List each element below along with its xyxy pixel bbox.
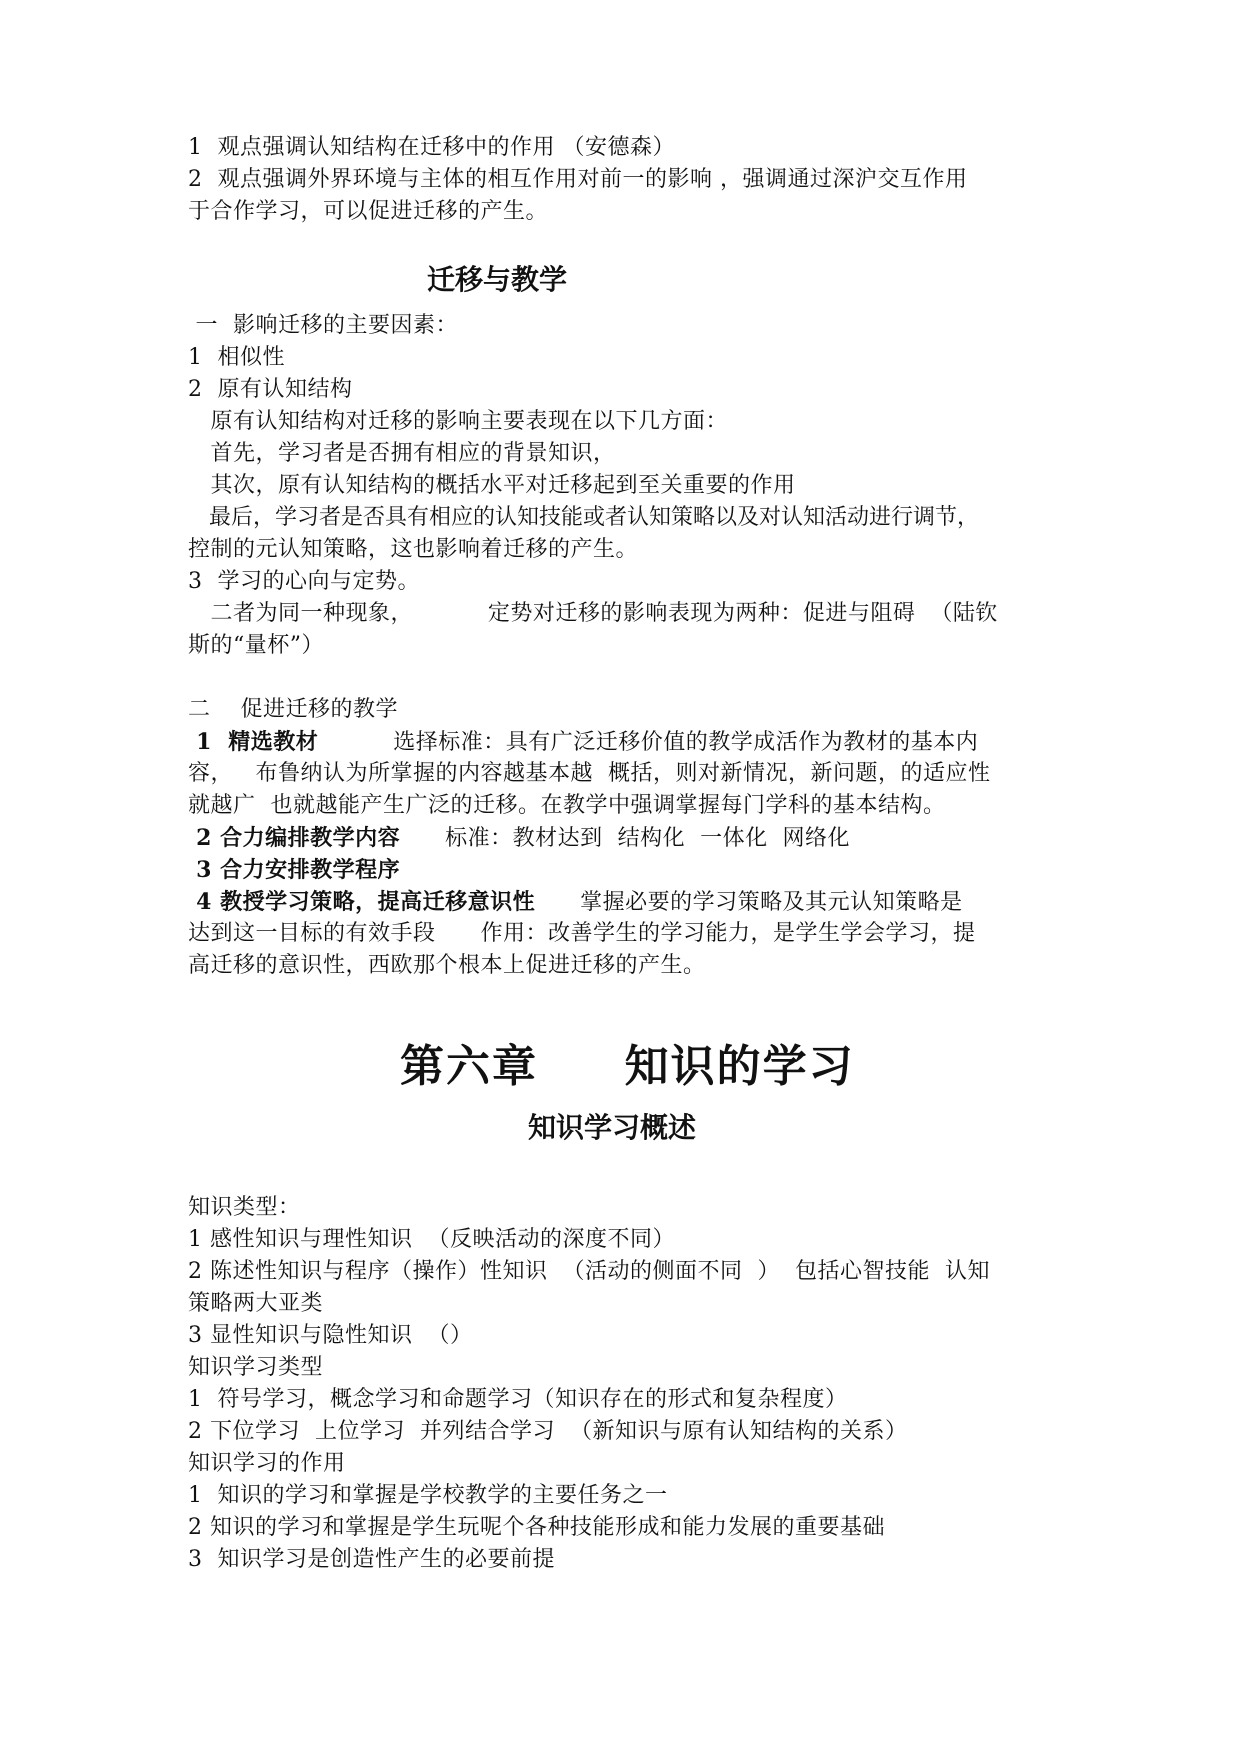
learning-role-3: 3 知识学习是创造性产生的必要前提 bbox=[188, 1547, 555, 1572]
knowledge-type-1: 1 感性知识与理性知识 （反映活动的深度不同） bbox=[188, 1227, 675, 1252]
knowledge-types-heading: 知识类型： bbox=[188, 1195, 301, 1220]
knowledge-type-3: 3 显性知识与隐性知识 （） bbox=[188, 1323, 473, 1348]
teaching-item-2-text: 标准：教材达到 结构化 一体化 网络化 bbox=[400, 826, 851, 851]
intro-line-3: 于合作学习，可以促进迁移的产生。 bbox=[188, 199, 549, 224]
teaching-item-4-line-2: 达到这一目标的有效手段 作用：改善学生的学习能力，是学生学会学习，提 bbox=[188, 921, 976, 946]
teaching-item-1-text: 选择标准：具有广泛迁移价值的教学成活作为教材的基本内 bbox=[318, 730, 979, 755]
teaching-item-4-line-1 bbox=[188, 886, 963, 919]
factor-3: 3 学习的心向与定势。 bbox=[188, 569, 420, 594]
teaching-item-4-text: 掌握必要的学习策略及其元认知策略是 bbox=[535, 890, 963, 915]
teaching-item-4-line-3: 高迁移的意识性，西欧那个根本上促进迁移的产生。 bbox=[188, 953, 706, 978]
factor-2-point-b: 其次，原有认知结构的概括水平对迁移起到至关重要的作用 bbox=[188, 473, 796, 498]
teaching-item-4-title: 4 教授学习策略，提高迁移意识性 bbox=[188, 889, 536, 915]
factor-1: 1 相似性 bbox=[188, 345, 285, 370]
factor-2-intro: 原有认知结构对迁移的影响主要表现在以下几方面： bbox=[188, 409, 728, 434]
teaching-item-1-line-3: 就越广 也就越能产生广泛的迁移。在教学中强调掌握每门学科的基本结构。 bbox=[188, 793, 946, 818]
factor-2-point-c-line-2: 控制的元认知策略，这也影响着迁移的产生。 bbox=[188, 537, 639, 562]
factor-3-detail-line-1: 二者为同一种现象， 定势对迁移的影响表现为两种：促进与阻碍 （陆钦 bbox=[188, 601, 998, 626]
learning-type-1: 1 符号学习，概念学习和命题学习（知识存在的形式和复杂程度） bbox=[188, 1387, 848, 1412]
knowledge-type-2-line-1: 2 陈述性知识与程序（操作）性知识 （活动的侧面不同 ） 包括心智技能 认知 bbox=[188, 1259, 990, 1284]
factor-2-point-a: 首先，学习者是否拥有相应的背景知识， bbox=[188, 441, 616, 466]
knowledge-type-2-line-2: 策略两大亚类 bbox=[188, 1291, 324, 1316]
teaching-item-1-line-1 bbox=[188, 726, 978, 759]
teaching-item-2-title: 2 合力编排教学内容 bbox=[188, 825, 401, 851]
factor-3-detail-line-2: 斯的“量杯”） bbox=[188, 633, 324, 658]
intro-line-1: 1 观点强调认知结构在迁移中的作用 （安德森） bbox=[188, 135, 675, 160]
factor-2: 2 原有认知结构 bbox=[188, 377, 353, 402]
learning-role-2: 2 知识的学习和掌握是学生玩呢个各种技能形成和能力发展的重要基础 bbox=[188, 1515, 885, 1540]
chapter-subtitle: 知识学习概述 bbox=[528, 1111, 697, 1144]
teaching-item-2 bbox=[188, 822, 850, 855]
learning-type-2: 2 下位学习 上位学习 并列结合学习 （新知识与原有认知结构的关系） bbox=[188, 1419, 908, 1444]
teaching-item-3-title: 3 合力安排教学程序 bbox=[188, 857, 401, 883]
intro-line-2: 2 观点强调外界环境与主体的相互作用对前一的影响 ，强调通过深沪交互作用 bbox=[188, 167, 968, 192]
section-title-transfer-teaching: 迁移与教学 bbox=[427, 263, 568, 296]
factors-heading: 一 影响迁移的主要因素： bbox=[188, 313, 458, 338]
teaching-item-1-line-2: 容， 布鲁纳认为所掌握的内容越基本越 概括，则对新情况，新问题，的适应性 bbox=[188, 761, 991, 786]
chapter-title: 第六章 知识的学习 bbox=[400, 1041, 855, 1092]
learning-role-1: 1 知识的学习和掌握是学校教学的主要任务之一 bbox=[188, 1483, 668, 1508]
learning-role-heading: 知识学习的作用 bbox=[188, 1451, 346, 1476]
teaching-heading: 二 促进迁移的教学 bbox=[188, 697, 398, 722]
factor-2-point-c-line-1: 最后，学习者是否具有相应的认知技能或者认知策略以及对认知活动进行调节， bbox=[188, 505, 979, 530]
teaching-item-1-title: 1 精选教材 bbox=[188, 729, 319, 755]
learning-types-heading: 知识学习类型 bbox=[188, 1355, 324, 1380]
